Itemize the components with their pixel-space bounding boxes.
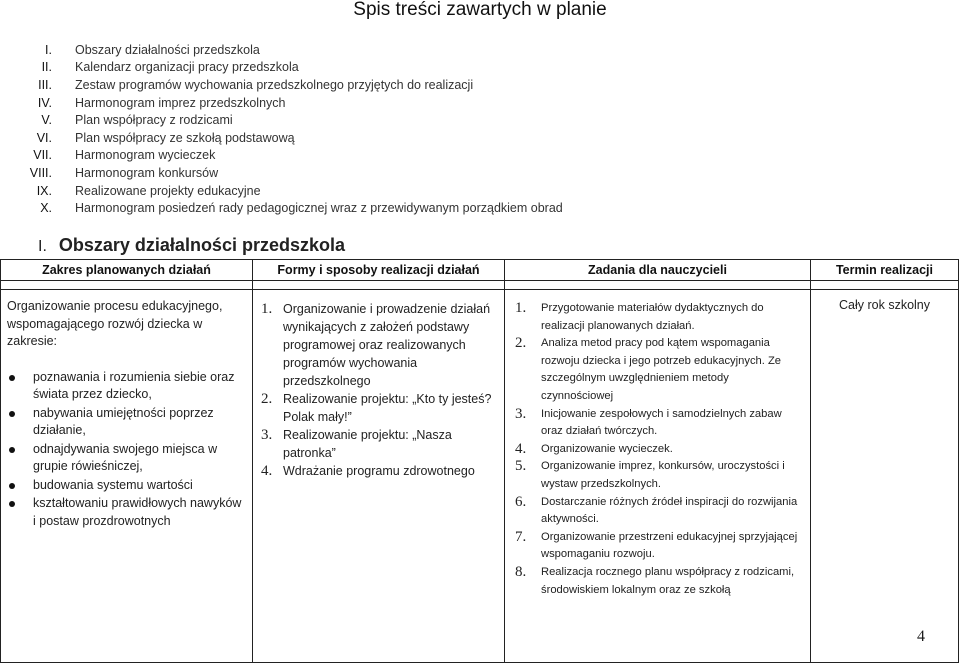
section-title: Obszary działalności przedszkola [58, 235, 345, 255]
header-tasks: Zadania dla nauczycieli [505, 260, 811, 281]
toc-item-number: VII. [33, 148, 52, 163]
tasks-item-number: 5. [515, 458, 527, 475]
bullet-icon [9, 483, 15, 489]
tasks-item-text: Organizowanie imprez, konkursów, uroczystości i wystaw przedszkolnych. [541, 460, 785, 490]
header-scope: Zakres planowanych działań [1, 260, 253, 281]
tasks-cell [505, 290, 811, 663]
tasks-item-number: 1. [515, 300, 527, 316]
tasks-item-number: 7. [515, 528, 527, 545]
forms-item-text: Wdrażanie programu zdrowotnego [283, 464, 475, 478]
scope-bullet-text: poznawania i rozumienia siebie oraz świata przez dziecko, [33, 369, 235, 401]
section-heading [38, 235, 345, 256]
toc-item-number: I. [45, 42, 52, 57]
toc-item [28, 129, 563, 147]
scope-bullet-text: odnajdywania swojego miejsca w grupie rówieśniczej, [33, 441, 218, 473]
scope-bullet-list [7, 369, 246, 531]
table-header-row [1, 260, 959, 281]
toc-item [28, 59, 563, 77]
tasks-item-text: Przygotowanie materiałów dydaktycznych do realizacji planowanych działań. [541, 302, 764, 332]
page-title-text: Spis treści zawartych w planie [353, 0, 607, 20]
bullet-icon [9, 375, 15, 381]
bullet-icon [9, 447, 15, 453]
table-of-contents [28, 41, 563, 217]
forms-item-number: 3. [261, 427, 273, 443]
scope-bullet-item [7, 495, 246, 530]
forms-item-number: 2. [261, 391, 273, 407]
toc-item [28, 41, 563, 59]
forms-item [261, 462, 498, 480]
toc-item-label: Zestaw programów wychowania przedszkolnego przyjętych do realizacji [75, 77, 474, 92]
toc-item-label: Harmonogram wycieczek [75, 148, 216, 163]
toc-item-label: Harmonogram imprez przedszkolnych [75, 95, 286, 110]
tasks-item-text: Realizacja rocznego planu współpracy z rodzicami, środowiskiem lokalnym oraz ze szkołą [541, 565, 795, 596]
table-row [1, 290, 959, 663]
tasks-item-text: Organizowanie przestrzeni edukacyjnej sprzyjającej wspomaganiu rozwoju. [541, 530, 798, 561]
tasks-item-number: 2. [515, 335, 527, 352]
scope-intro: Organizowanie procesu edukacyjnego, wspomagającego rozwój dziecka w zakresie: [7, 299, 223, 348]
deadline-cell: Cały rok szkolny [811, 290, 959, 663]
toc-item-number: IV. [37, 95, 52, 110]
page-number: 4 [917, 628, 925, 645]
toc-item-label: Kalendarz organizacji pracy przedszkola [75, 60, 299, 75]
toc-item [28, 182, 563, 200]
forms-cell [253, 290, 505, 663]
toc-item-label: Plan współpracy ze szkołą podstawową [75, 130, 295, 145]
toc-item [28, 76, 563, 94]
toc-item [28, 111, 563, 129]
tasks-item [515, 441, 804, 459]
header-deadline: Termin realizacji [811, 260, 959, 281]
scope-bullet-text: nabywania umiejętności poprzez działanie, [33, 405, 214, 437]
scope-cell [1, 290, 253, 663]
toc-item-number: IX. [36, 183, 52, 198]
scope-bullet-item [7, 441, 246, 476]
forms-item-text: Realizowanie projektu: „Nasza patronka” [283, 428, 452, 460]
toc-item-number: III. [38, 77, 52, 92]
tasks-item-text: Dostarczanie różnych źródeł inspiracji do rozwijania aktywności. [541, 495, 798, 526]
scope-bullet-item [7, 369, 246, 404]
activities-table [0, 259, 959, 663]
tasks-item [515, 335, 804, 405]
tasks-item-number: 4. [515, 440, 527, 457]
scope-bullet-item [7, 405, 246, 440]
forms-item-number: 4. [261, 463, 273, 479]
toc-item [28, 199, 563, 217]
toc-item-number: VI. [36, 130, 52, 145]
toc-item-number: V. [41, 113, 52, 128]
tasks-item-text: Analiza metod pracy pod kątem wspomagania rozwoju dziecka i jego potrzeb edukacyjnych. Ze szczególnym uwzględnieniem metody czynnościowej [541, 337, 782, 402]
tasks-list [515, 300, 804, 599]
spacer-cell [1, 281, 253, 290]
forms-item-text: Organizowanie i prowadzenie działań wynikających z założeń podstawy programowej oraz realizowanych programów wychowania przedszkolnego [283, 302, 491, 388]
tasks-item [515, 300, 804, 335]
toc-item [28, 94, 563, 112]
tasks-item [515, 406, 804, 441]
toc-item-number: II. [41, 60, 52, 75]
section-number: I. [38, 238, 47, 255]
header-forms: Formy i sposoby realizacji działań [253, 260, 505, 281]
forms-item [261, 390, 498, 426]
spacer-cell [253, 281, 505, 290]
table-spacer-row [1, 281, 959, 290]
bullet-icon [9, 501, 15, 507]
page-title [0, 0, 960, 22]
toc-item-label: Plan współpracy z rodzicami [75, 113, 233, 128]
tasks-item [515, 564, 804, 599]
bullet-icon [9, 411, 15, 417]
tasks-item [515, 494, 804, 529]
scope-bullet-text: budowania systemu wartości [33, 477, 193, 492]
tasks-item [515, 458, 804, 493]
toc-item-label: Harmonogram konkursów [75, 165, 219, 180]
forms-list [261, 300, 498, 480]
scope-bullet-text: kształtowaniu prawidłowych nawyków i postaw prozdrowotnych [33, 496, 242, 528]
forms-item [261, 300, 498, 390]
toc-item-label: Obszary działalności przedszkola [75, 42, 260, 57]
tasks-item [515, 529, 804, 564]
toc-item [28, 164, 563, 182]
forms-item [261, 426, 498, 462]
spacer-cell [811, 281, 959, 290]
tasks-item-number: 6. [515, 493, 527, 510]
toc-item [28, 147, 563, 165]
toc-item-number: X. [40, 201, 52, 216]
toc-item-label: Realizowane projekty edukacyjne [75, 183, 261, 198]
tasks-item-text: Inicjowanie zespołowych i samodzielnych zabaw oraz działań twórczych. [541, 407, 782, 438]
toc-item-number: VIII. [29, 165, 52, 180]
scope-bullet-item [7, 477, 246, 495]
toc-item-label: Harmonogram posiedzeń rady pedagogicznej wraz z przewidywanym porządkiem obrad [75, 201, 563, 216]
tasks-item-text: Organizowanie wycieczek. [541, 442, 673, 455]
tasks-item-number: 8. [515, 563, 527, 580]
forms-item-text: Realizowanie projektu: „Kto ty jesteś? Polak mały!” [283, 392, 492, 424]
spacer-cell [505, 281, 811, 290]
forms-item-number: 1. [261, 301, 273, 317]
tasks-item-number: 3. [515, 405, 527, 422]
